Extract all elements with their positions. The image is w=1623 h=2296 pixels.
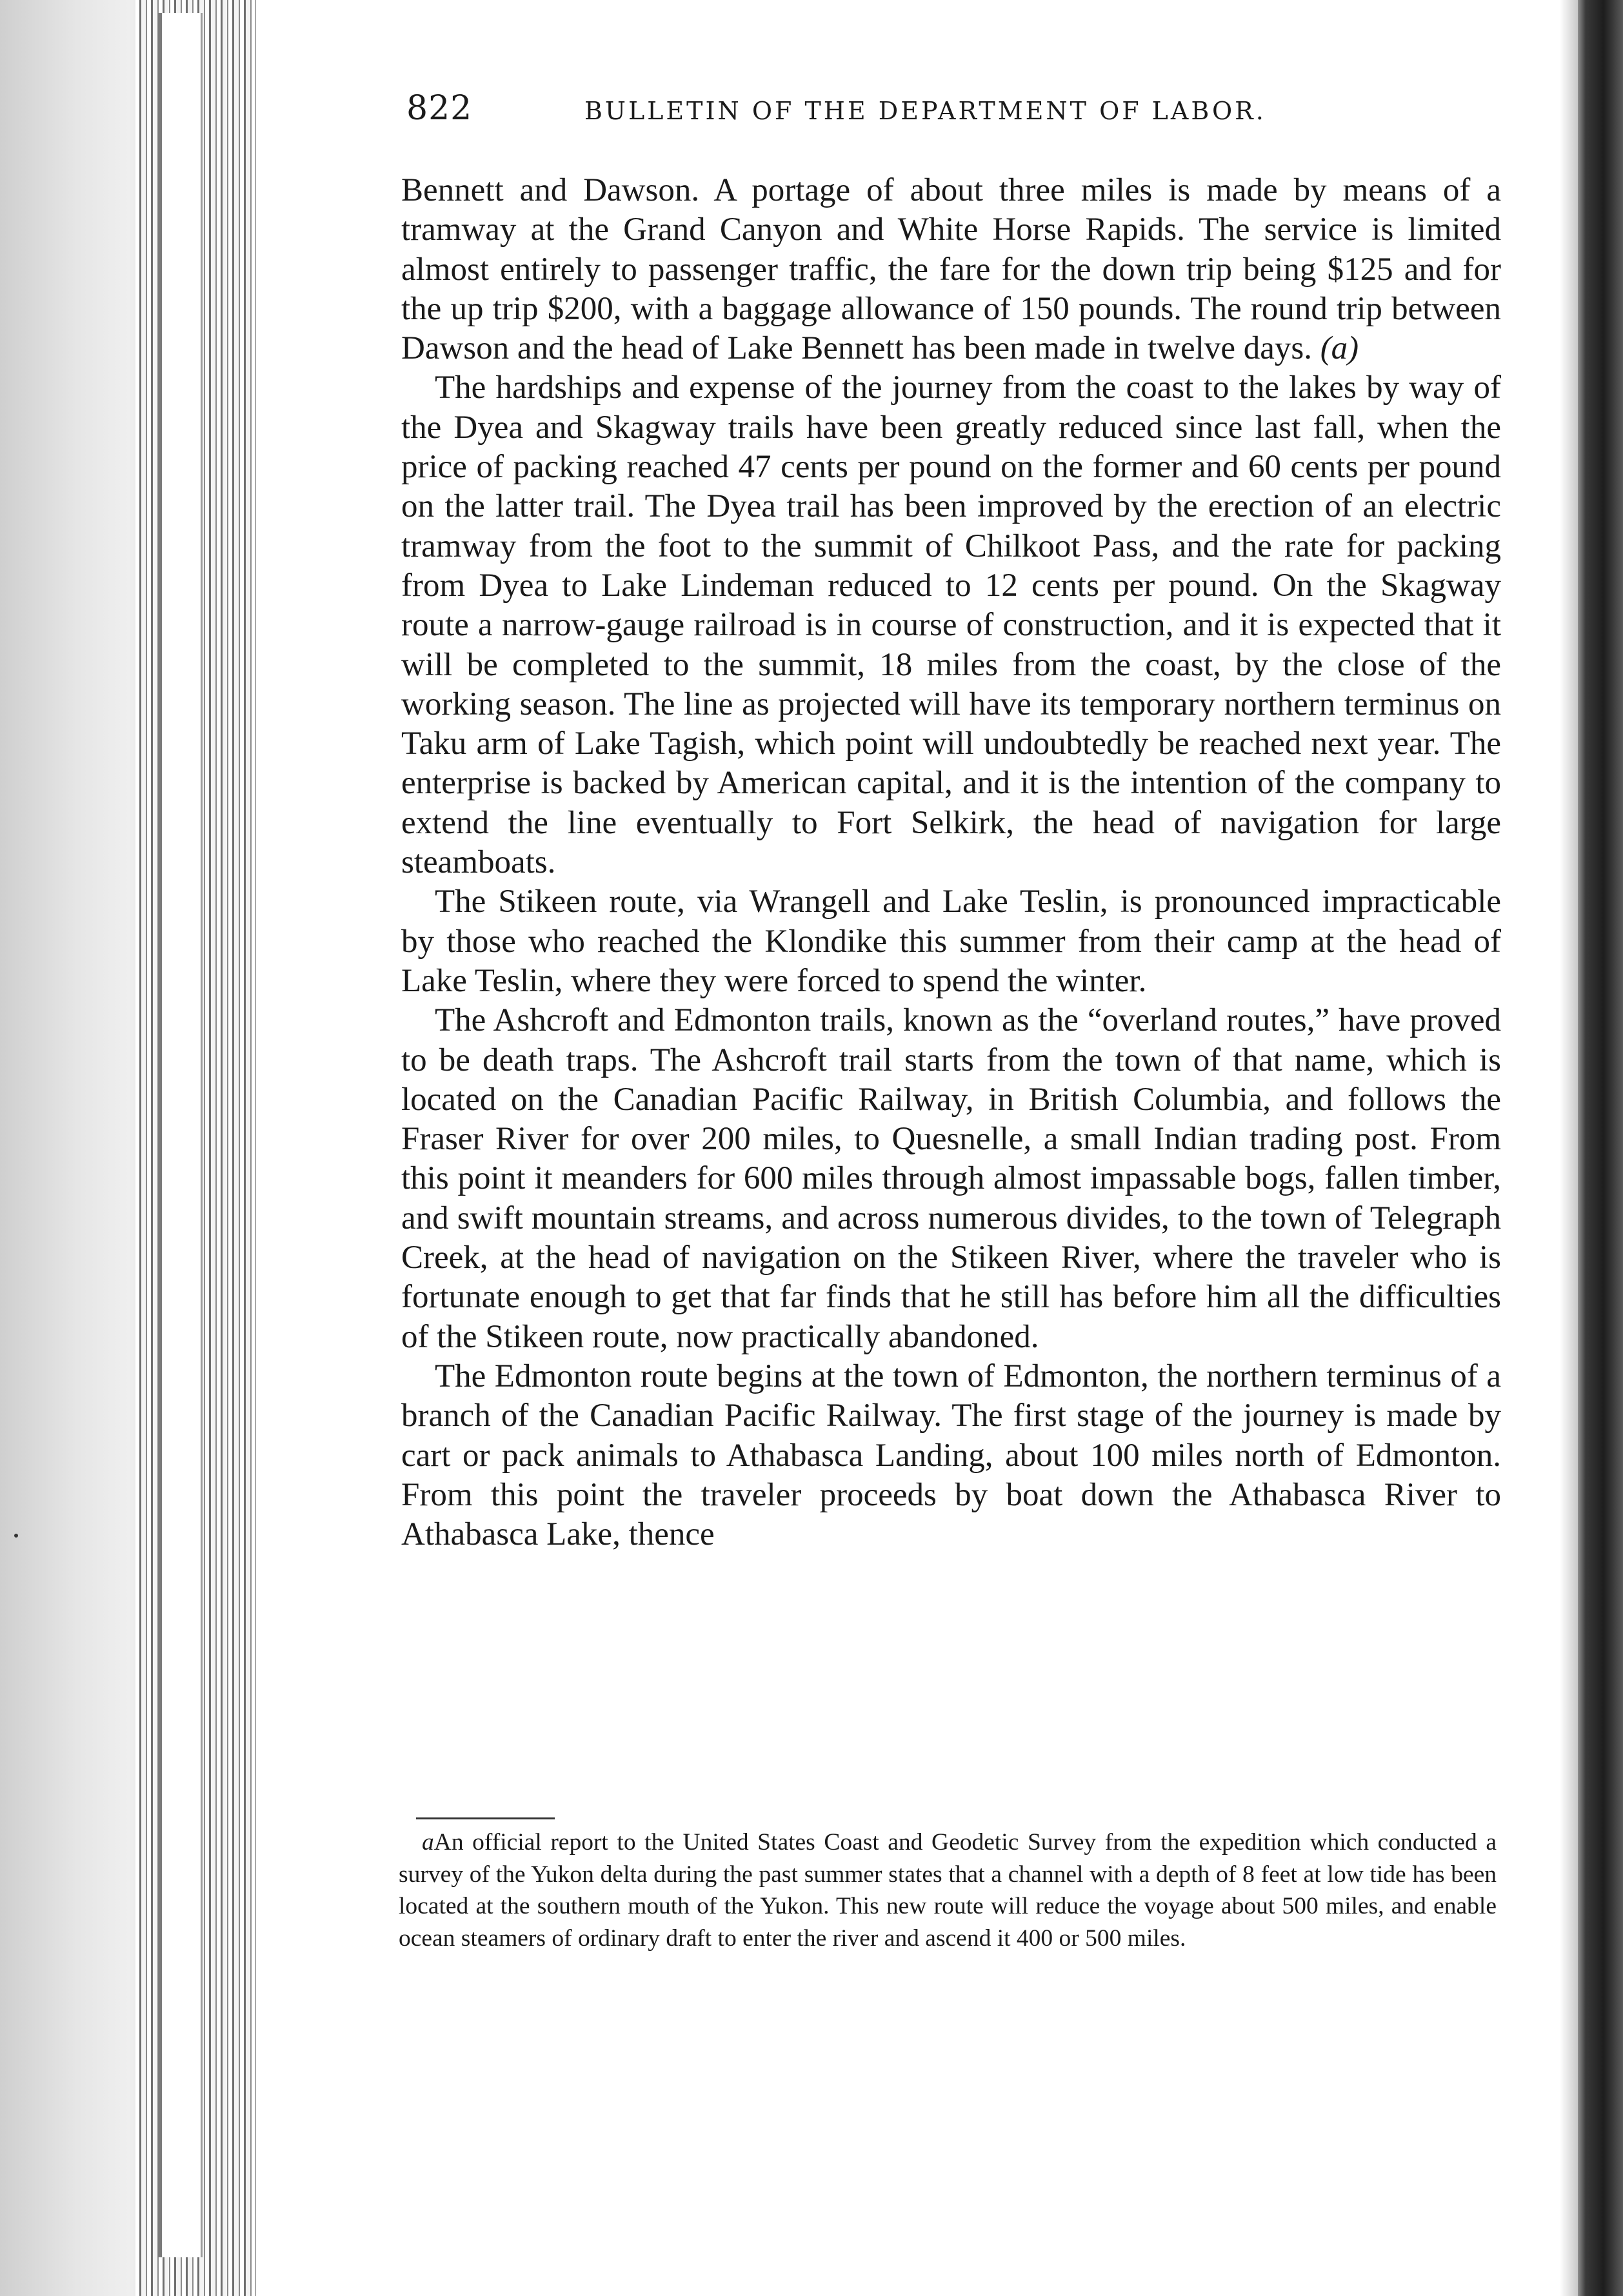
- footnote-text: An official report to the United States Coast and Geodetic Survey from the expedition which conducted a survey of the Yukon delta during the past summer states that a channel with a depth of 8 feet at low tide has been located at the southern mouth of the Yukon. This new route will reduce the voyage about 500 miles, and enable ocean steamers of ordinary draft to enter the river and ascend it 400 or 500 miles.: [399, 1829, 1497, 1952]
- paragraph-5: The Edmonton route begins at the town of Edmonton, the northern terminus of a branch of the Canadian Pacific Railway. The first stage of the journey is made by cart or pack animals to Athabasca Landing, about 100 miles north of Edmonton. From this point the traveler proceeds by boat down the Athabasca River to Athabasca Lake, thence: [401, 1358, 1501, 1553]
- page-header: [406, 89, 1503, 141]
- footnote-rule: [416, 1817, 555, 1819]
- paragraph-4: The Ashcroft and Edmonton trails, known as the “overland routes,” have proved to be death traps. The Ashcroft trail starts from the town of that name, which is located on the Canadian Pacific Railway, in British Columbia, and follows the Fraser River for over 200 miles, to Quesnelle, a small Indian trading post. From this point it meanders for 600 miles through almost impassable bogs, fallen timber, and swift mountain streams, and across numerous divides, to the town of Telegraph Creek, at the head of navigation on the Stikeen River, where the traveler who is fortunate enough to get that far finds that he still has before him all the difficulties of the Stikeen route, now practically abandoned.: [401, 1002, 1501, 1355]
- running-head: BULLETIN OF THE DEPARTMENT OF LABOR.: [584, 97, 1266, 125]
- body-text: [401, 171, 1501, 1554]
- paragraph-1-text: Bennett and Dawson. A portage of about three miles is made by means of a tramway at the Grand Canyon and White Horse Rapids. The service is limited almost entirely to passenger traffic, the fare for the down trip being $125 and for the up trip $200, with a baggage allowance of 150 pounds. The round trip between Dawson and the head of Lake Bennett has been made in twelve days.: [401, 172, 1501, 367]
- footnote-marker: a: [422, 1829, 434, 1856]
- paragraph-2: The hardships and expense of the journey from the coast to the lakes by way of the Dyea and Skagway trails have been greatly reduced since last fall, when the price of packing reached 47 cents per pound on the former and 60 cents per pound on the latter trail. The Dyea trail has been improved by the erection of an electric tramway from the foot to the summit of Chilkoot Pass, and the rate for packing from Dyea to Lake Lindeman reduced to 12 cents per pound. On the Skagway route a narrow-gauge railroad is in course of construction, and it is expected that it will be completed to the summit, 18 miles from the coast, by the close of the working season. The line as projected will have its temporary northern terminus on Taku arm of Lake Tagish, which point will undoubtedly be reached next year. The enterprise is backed by American capital, and it is the intention of the company to extend the line eventually to Fort Selkirk, the head of navigation for large steamboats.: [401, 370, 1501, 881]
- footnote: [399, 1826, 1497, 1954]
- page-edge-shadow: [1560, 0, 1578, 2296]
- paragraph-1: [401, 171, 1501, 368]
- scan-speck: [14, 1534, 18, 1538]
- paragraph-3: The Stikeen route, via Wrangell and Lake Teslin, is pronounced impracticable by those who reached the Klondike this summer from their camp at the head of Lake Teslin, where they were forced to spend the winter.: [401, 884, 1501, 999]
- page-number: 822: [406, 89, 473, 128]
- page-gutter-strip: [158, 13, 203, 2257]
- footnote-reference: (a): [1320, 330, 1359, 367]
- scanner-right-edge: [1578, 0, 1623, 2296]
